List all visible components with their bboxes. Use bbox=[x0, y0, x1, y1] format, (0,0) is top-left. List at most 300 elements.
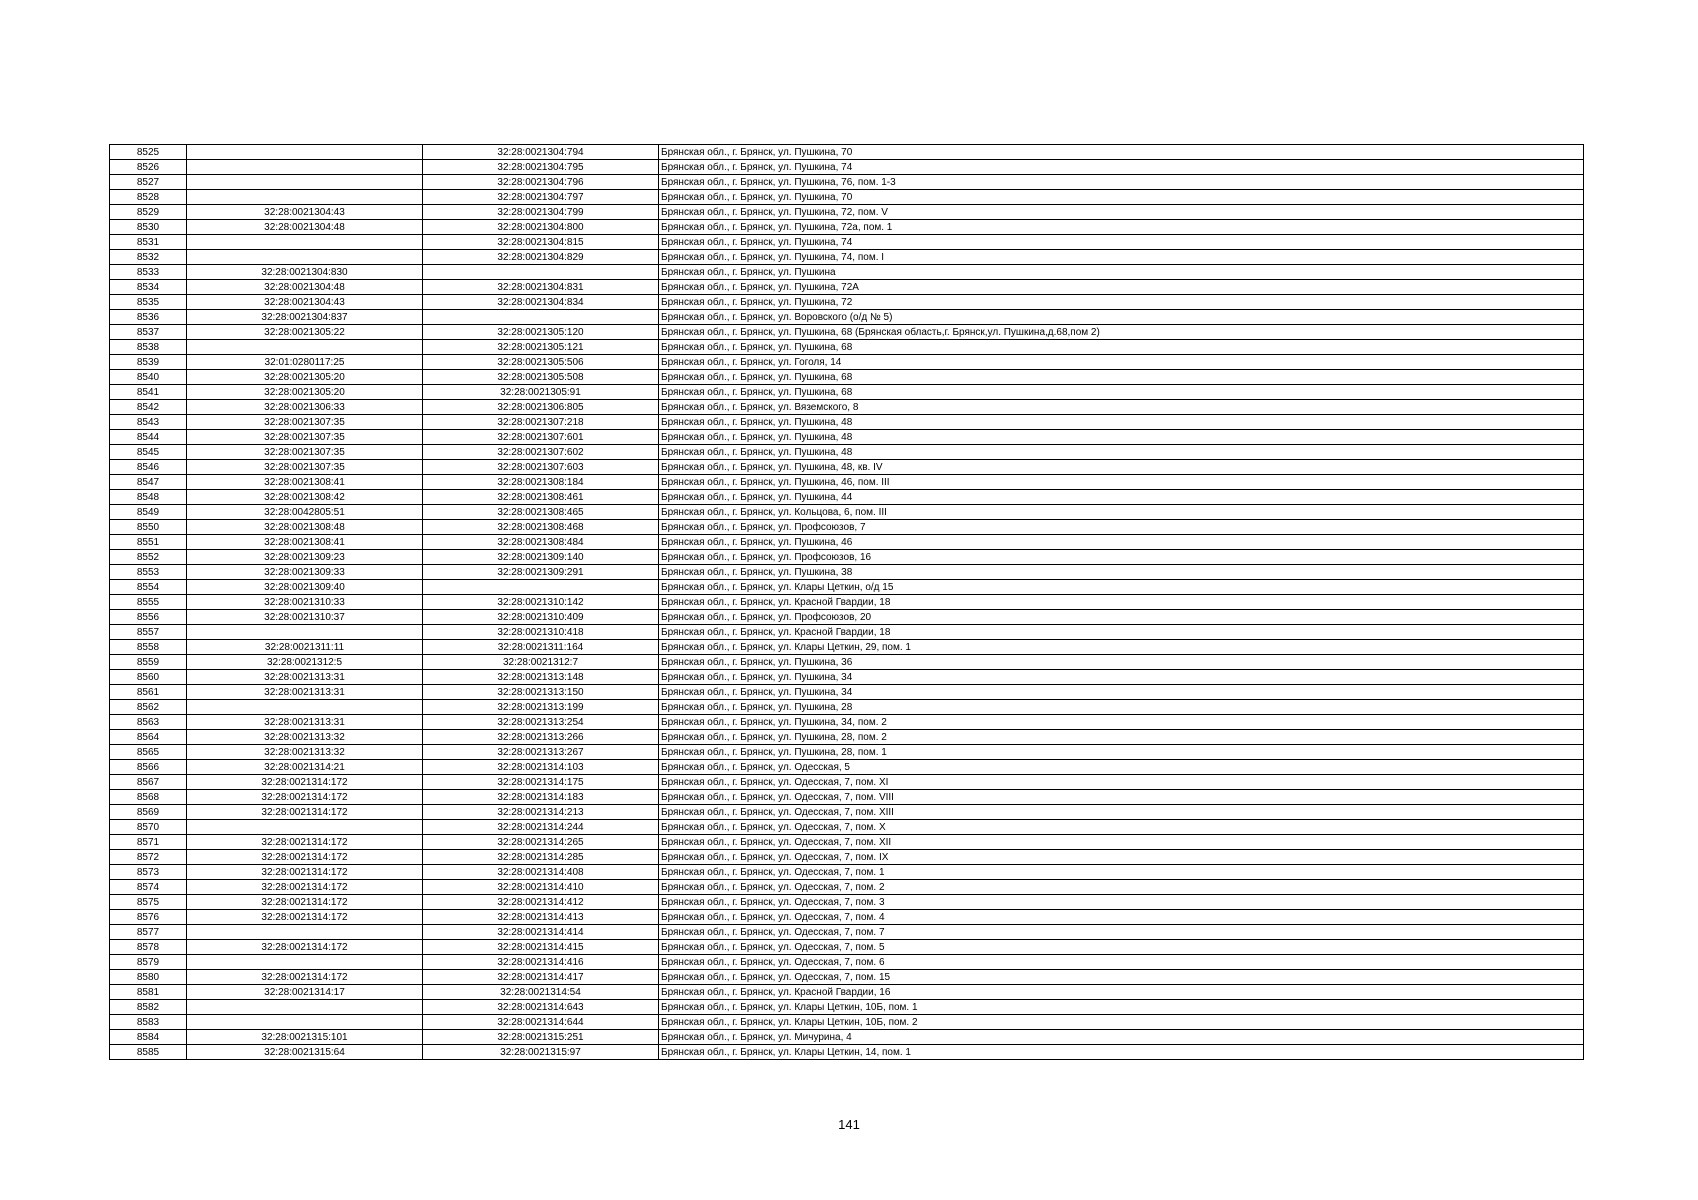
row-number-cell: 8570 bbox=[110, 820, 187, 835]
table-row bbox=[110, 340, 1584, 355]
cadastral-number-cell: 32:28:0021304:794 bbox=[423, 145, 659, 160]
parent-cadastral-number-cell: 32:28:0021307:35 bbox=[187, 445, 423, 460]
table-row bbox=[110, 355, 1584, 370]
cadastral-table bbox=[109, 144, 1584, 1060]
cadastral-number-cell: 32:28:0021314:285 bbox=[423, 850, 659, 865]
cadastral-number-cell: 32:28:0021312:7 bbox=[423, 655, 659, 670]
row-number-cell: 8556 bbox=[110, 610, 187, 625]
row-number-cell: 8542 bbox=[110, 400, 187, 415]
address-cell: Брянская обл., г. Брянск, ул. Пушкина, 44 bbox=[659, 490, 1584, 505]
address-cell: Брянская обл., г. Брянск, ул. Клары Цеткин, 10Б, пом. 2 bbox=[659, 1015, 1584, 1030]
parent-cadastral-number-cell: 32:28:0021308:42 bbox=[187, 490, 423, 505]
row-number-cell: 8576 bbox=[110, 910, 187, 925]
parent-cadastral-number-cell bbox=[187, 175, 423, 190]
row-number-cell: 8559 bbox=[110, 655, 187, 670]
cadastral-number-cell: 32:28:0021314:175 bbox=[423, 775, 659, 790]
row-number-cell: 8534 bbox=[110, 280, 187, 295]
table-row bbox=[110, 700, 1584, 715]
cadastral-number-cell: 32:28:0021304:796 bbox=[423, 175, 659, 190]
address-cell: Брянская обл., г. Брянск, ул. Мичурина, 4 bbox=[659, 1030, 1584, 1045]
parent-cadastral-number-cell: 32:28:0021314:172 bbox=[187, 805, 423, 820]
table-row bbox=[110, 550, 1584, 565]
table-row bbox=[110, 730, 1584, 745]
address-cell: Брянская обл., г. Брянск, ул. Одесская, 7, пом. 6 bbox=[659, 955, 1584, 970]
parent-cadastral-number-cell: 32:28:0021314:172 bbox=[187, 895, 423, 910]
table-row bbox=[110, 1015, 1584, 1030]
cadastral-number-cell: 32:28:0021304:795 bbox=[423, 160, 659, 175]
address-cell: Брянская обл., г. Брянск, ул. Одесская, 7, пом. VIII bbox=[659, 790, 1584, 805]
row-number-cell: 8557 bbox=[110, 625, 187, 640]
table-row bbox=[110, 160, 1584, 175]
address-cell: Брянская обл., г. Брянск, ул. Клары Цеткин, 14, пом. 1 bbox=[659, 1045, 1584, 1060]
cadastral-number-cell: 32:28:0021304:831 bbox=[423, 280, 659, 295]
address-cell: Брянская обл., г. Брянск, ул. Пушкина, 70 bbox=[659, 145, 1584, 160]
cadastral-number-cell: 32:28:0021315:97 bbox=[423, 1045, 659, 1060]
address-cell: Брянская обл., г. Брянск, ул. Пушкина, 74 bbox=[659, 160, 1584, 175]
row-number-cell: 8577 bbox=[110, 925, 187, 940]
parent-cadastral-number-cell: 32:28:0021312:5 bbox=[187, 655, 423, 670]
parent-cadastral-number-cell bbox=[187, 250, 423, 265]
cadastral-number-cell: 32:28:0021308:468 bbox=[423, 520, 659, 535]
table-row bbox=[110, 535, 1584, 550]
address-cell: Брянская обл., г. Брянск, ул. Одесская, 7, пом. 5 bbox=[659, 940, 1584, 955]
parent-cadastral-number-cell: 32:28:0021314:172 bbox=[187, 790, 423, 805]
address-cell: Брянская обл., г. Брянск, ул. Пушкина, 48 bbox=[659, 430, 1584, 445]
row-number-cell: 8540 bbox=[110, 370, 187, 385]
table-row bbox=[110, 775, 1584, 790]
row-number-cell: 8564 bbox=[110, 730, 187, 745]
cadastral-number-cell: 32:28:0021305:120 bbox=[423, 325, 659, 340]
row-number-cell: 8535 bbox=[110, 295, 187, 310]
parent-cadastral-number-cell: 32:28:0021314:172 bbox=[187, 775, 423, 790]
parent-cadastral-number-cell: 32:28:0021310:33 bbox=[187, 595, 423, 610]
parent-cadastral-number-cell: 32:28:0021313:32 bbox=[187, 730, 423, 745]
cadastral-number-cell: 32:28:0021314:410 bbox=[423, 880, 659, 895]
table-row bbox=[110, 205, 1584, 220]
cadastral-number-cell: 32:28:0021305:508 bbox=[423, 370, 659, 385]
table-row bbox=[110, 955, 1584, 970]
address-cell: Брянская обл., г. Брянск, ул. Пушкина, 34, пом. 2 bbox=[659, 715, 1584, 730]
parent-cadastral-number-cell: 32:28:0021309:40 bbox=[187, 580, 423, 595]
address-cell: Брянская обл., г. Брянск, ул. Одесская, 7, пом. XI bbox=[659, 775, 1584, 790]
cadastral-number-cell: 32:28:0021313:267 bbox=[423, 745, 659, 760]
address-cell: Брянская обл., г. Брянск, ул. Пушкина, 74 bbox=[659, 235, 1584, 250]
row-number-cell: 8555 bbox=[110, 595, 187, 610]
table-row bbox=[110, 850, 1584, 865]
table-row bbox=[110, 385, 1584, 400]
cadastral-number-cell: 32:28:0021304:815 bbox=[423, 235, 659, 250]
address-cell: Брянская обл., г. Брянск, ул. Пушкина, 72 bbox=[659, 295, 1584, 310]
cadastral-number-cell bbox=[423, 580, 659, 595]
parent-cadastral-number-cell: 32:28:0021314:172 bbox=[187, 880, 423, 895]
parent-cadastral-number-cell: 32:28:0021314:21 bbox=[187, 760, 423, 775]
row-number-cell: 8539 bbox=[110, 355, 187, 370]
parent-cadastral-number-cell: 32:28:0021305:20 bbox=[187, 370, 423, 385]
row-number-cell: 8552 bbox=[110, 550, 187, 565]
row-number-cell: 8550 bbox=[110, 520, 187, 535]
cadastral-number-cell: 32:28:0021306:805 bbox=[423, 400, 659, 415]
address-cell: Брянская обл., г. Брянск, ул. Воровского (о/д № 5) bbox=[659, 310, 1584, 325]
table-row bbox=[110, 895, 1584, 910]
parent-cadastral-number-cell bbox=[187, 925, 423, 940]
address-cell: Брянская обл., г. Брянск, ул. Пушкина, 72А bbox=[659, 280, 1584, 295]
address-cell: Брянская обл., г. Брянск, ул. Красной Гвардии, 18 bbox=[659, 595, 1584, 610]
address-cell: Брянская обл., г. Брянск, ул. Одесская, 7, пом. IX bbox=[659, 850, 1584, 865]
cadastral-number-cell: 32:28:0021310:418 bbox=[423, 625, 659, 640]
table-row bbox=[110, 445, 1584, 460]
cadastral-number-cell: 32:28:0021314:414 bbox=[423, 925, 659, 940]
row-number-cell: 8548 bbox=[110, 490, 187, 505]
row-number-cell: 8566 bbox=[110, 760, 187, 775]
table-row bbox=[110, 1045, 1584, 1060]
table-row bbox=[110, 835, 1584, 850]
address-cell: Брянская обл., г. Брянск, ул. Пушкина, 70 bbox=[659, 190, 1584, 205]
cadastral-number-cell: 32:28:0021313:148 bbox=[423, 670, 659, 685]
table-row bbox=[110, 985, 1584, 1000]
parent-cadastral-number-cell: 32:28:0042805:51 bbox=[187, 505, 423, 520]
parent-cadastral-number-cell bbox=[187, 955, 423, 970]
row-number-cell: 8527 bbox=[110, 175, 187, 190]
table-row bbox=[110, 685, 1584, 700]
row-number-cell: 8563 bbox=[110, 715, 187, 730]
parent-cadastral-number-cell: 32:28:0021304:48 bbox=[187, 280, 423, 295]
parent-cadastral-number-cell: 32:28:0021313:32 bbox=[187, 745, 423, 760]
address-cell: Брянская обл., г. Брянск, ул. Красной Гвардии, 16 bbox=[659, 985, 1584, 1000]
table-row bbox=[110, 670, 1584, 685]
address-cell: Брянская обл., г. Брянск, ул. Профсоюзов, 7 bbox=[659, 520, 1584, 535]
cadastral-number-cell: 32:28:0021308:461 bbox=[423, 490, 659, 505]
row-number-cell: 8545 bbox=[110, 445, 187, 460]
row-number-cell: 8574 bbox=[110, 880, 187, 895]
row-number-cell: 8573 bbox=[110, 865, 187, 880]
parent-cadastral-number-cell bbox=[187, 190, 423, 205]
address-cell: Брянская обл., г. Брянск, ул. Пушкина, 48, кв. IV bbox=[659, 460, 1584, 475]
address-cell: Брянская обл., г. Брянск, ул. Клары Цеткин, 10Б, пом. 1 bbox=[659, 1000, 1584, 1015]
address-cell: Брянская обл., г. Брянск, ул. Пушкина, 46 bbox=[659, 535, 1584, 550]
cadastral-number-cell: 32:28:0021314:103 bbox=[423, 760, 659, 775]
row-number-cell: 8551 bbox=[110, 535, 187, 550]
table-row bbox=[110, 400, 1584, 415]
address-cell: Брянская обл., г. Брянск, ул. Клары Цеткин, 29, пом. 1 bbox=[659, 640, 1584, 655]
table-row bbox=[110, 625, 1584, 640]
address-cell: Брянская обл., г. Брянск, ул. Одесская, 7, пом. 4 bbox=[659, 910, 1584, 925]
parent-cadastral-number-cell: 32:28:0021314:172 bbox=[187, 910, 423, 925]
row-number-cell: 8567 bbox=[110, 775, 187, 790]
parent-cadastral-number-cell: 32:28:0021308:41 bbox=[187, 535, 423, 550]
table-row bbox=[110, 1000, 1584, 1015]
cadastral-number-cell: 32:28:0021308:184 bbox=[423, 475, 659, 490]
row-number-cell: 8583 bbox=[110, 1015, 187, 1030]
parent-cadastral-number-cell: 32:01:0280117:25 bbox=[187, 355, 423, 370]
table-row bbox=[110, 190, 1584, 205]
cadastral-number-cell: 32:28:0021309:140 bbox=[423, 550, 659, 565]
parent-cadastral-number-cell: 32:28:0021304:837 bbox=[187, 310, 423, 325]
table-row bbox=[110, 220, 1584, 235]
table-row bbox=[110, 460, 1584, 475]
parent-cadastral-number-cell bbox=[187, 160, 423, 175]
cadastral-number-cell: 32:28:0021314:244 bbox=[423, 820, 659, 835]
address-cell: Брянская обл., г. Брянск, ул. Одесская, 5 bbox=[659, 760, 1584, 775]
parent-cadastral-number-cell bbox=[187, 1000, 423, 1015]
cadastral-number-cell: 32:28:0021304:800 bbox=[423, 220, 659, 235]
table-row bbox=[110, 790, 1584, 805]
parent-cadastral-number-cell bbox=[187, 1015, 423, 1030]
cadastral-number-cell: 32:28:0021305:91 bbox=[423, 385, 659, 400]
cadastral-number-cell: 32:28:0021313:266 bbox=[423, 730, 659, 745]
parent-cadastral-number-cell bbox=[187, 625, 423, 640]
address-cell: Брянская обл., г. Брянск, ул. Пушкина, 68 bbox=[659, 340, 1584, 355]
parent-cadastral-number-cell: 32:28:0021314:172 bbox=[187, 970, 423, 985]
cadastral-number-cell: 32:28:0021311:164 bbox=[423, 640, 659, 655]
table-row bbox=[110, 265, 1584, 280]
row-number-cell: 8565 bbox=[110, 745, 187, 760]
address-cell: Брянская обл., г. Брянск, ул. Одесская, 7, пом. 15 bbox=[659, 970, 1584, 985]
table-row bbox=[110, 580, 1584, 595]
row-number-cell: 8554 bbox=[110, 580, 187, 595]
row-number-cell: 8536 bbox=[110, 310, 187, 325]
row-number-cell: 8584 bbox=[110, 1030, 187, 1045]
table-row bbox=[110, 325, 1584, 340]
cadastral-number-cell: 32:28:0021314:417 bbox=[423, 970, 659, 985]
row-number-cell: 8530 bbox=[110, 220, 187, 235]
parent-cadastral-number-cell: 32:28:0021309:23 bbox=[187, 550, 423, 565]
cadastral-number-cell: 32:28:0021308:465 bbox=[423, 505, 659, 520]
address-cell: Брянская обл., г. Брянск, ул. Пушкина, 76, пом. 1-3 bbox=[659, 175, 1584, 190]
row-number-cell: 8528 bbox=[110, 190, 187, 205]
address-cell: Брянская обл., г. Брянск, ул. Профсоюзов, 20 bbox=[659, 610, 1584, 625]
parent-cadastral-number-cell: 32:28:0021313:31 bbox=[187, 670, 423, 685]
parent-cadastral-number-cell: 32:28:0021313:31 bbox=[187, 685, 423, 700]
table-row bbox=[110, 760, 1584, 775]
page-number: 141 bbox=[838, 1117, 860, 1132]
table-row bbox=[110, 745, 1584, 760]
cadastral-number-cell: 32:28:0021314:54 bbox=[423, 985, 659, 1000]
row-number-cell: 8549 bbox=[110, 505, 187, 520]
cadastral-number-cell: 32:28:0021310:409 bbox=[423, 610, 659, 625]
cadastral-number-cell: 32:28:0021314:416 bbox=[423, 955, 659, 970]
row-number-cell: 8544 bbox=[110, 430, 187, 445]
cadastral-number-cell: 32:28:0021304:834 bbox=[423, 295, 659, 310]
table-row bbox=[110, 280, 1584, 295]
table-row bbox=[110, 235, 1584, 250]
cadastral-number-cell: 32:28:0021314:265 bbox=[423, 835, 659, 850]
table-row bbox=[110, 490, 1584, 505]
address-cell: Брянская обл., г. Брянск, ул. Одесская, 7, пом. 3 bbox=[659, 895, 1584, 910]
parent-cadastral-number-cell: 32:28:0021305:22 bbox=[187, 325, 423, 340]
cadastral-number-cell: 32:28:0021310:142 bbox=[423, 595, 659, 610]
table-row bbox=[110, 415, 1584, 430]
parent-cadastral-number-cell: 32:28:0021314:172 bbox=[187, 850, 423, 865]
cadastral-number-cell: 32:28:0021305:506 bbox=[423, 355, 659, 370]
parent-cadastral-number-cell: 32:28:0021308:48 bbox=[187, 520, 423, 535]
table-body bbox=[110, 145, 1584, 1060]
row-number-cell: 8541 bbox=[110, 385, 187, 400]
row-number-cell: 8561 bbox=[110, 685, 187, 700]
parent-cadastral-number-cell: 32:28:0021315:101 bbox=[187, 1030, 423, 1045]
row-number-cell: 8543 bbox=[110, 415, 187, 430]
row-number-cell: 8533 bbox=[110, 265, 187, 280]
address-cell: Брянская обл., г. Брянск, ул. Пушкина, 72а, пом. 1 bbox=[659, 220, 1584, 235]
address-cell: Брянская обл., г. Брянск, ул. Пушкина, 48 bbox=[659, 445, 1584, 460]
row-number-cell: 8547 bbox=[110, 475, 187, 490]
cadastral-number-cell bbox=[423, 265, 659, 280]
table-row bbox=[110, 250, 1584, 265]
table-row bbox=[110, 565, 1584, 580]
address-cell: Брянская обл., г. Брянск, ул. Гоголя, 14 bbox=[659, 355, 1584, 370]
table-row bbox=[110, 295, 1584, 310]
row-number-cell: 8568 bbox=[110, 790, 187, 805]
cadastral-number-cell: 32:28:0021307:602 bbox=[423, 445, 659, 460]
row-number-cell: 8585 bbox=[110, 1045, 187, 1060]
address-cell: Брянская обл., г. Брянск, ул. Пушкина, 34 bbox=[659, 685, 1584, 700]
table-row bbox=[110, 925, 1584, 940]
address-cell: Брянская обл., г. Брянск, ул. Пушкина, 72, пом. V bbox=[659, 205, 1584, 220]
table-row bbox=[110, 1030, 1584, 1045]
parent-cadastral-number-cell: 32:28:0021310:37 bbox=[187, 610, 423, 625]
parent-cadastral-number-cell bbox=[187, 340, 423, 355]
table-row bbox=[110, 805, 1584, 820]
parent-cadastral-number-cell bbox=[187, 700, 423, 715]
row-number-cell: 8538 bbox=[110, 340, 187, 355]
cadastral-number-cell: 32:28:0021314:415 bbox=[423, 940, 659, 955]
cadastral-number-cell: 32:28:0021314:412 bbox=[423, 895, 659, 910]
parent-cadastral-number-cell: 32:28:0021304:43 bbox=[187, 205, 423, 220]
cadastral-number-cell: 32:28:0021315:251 bbox=[423, 1030, 659, 1045]
cadastral-number-cell: 32:28:0021307:218 bbox=[423, 415, 659, 430]
table-row bbox=[110, 595, 1584, 610]
cadastral-number-cell: 32:28:0021304:829 bbox=[423, 250, 659, 265]
parent-cadastral-number-cell: 32:28:0021309:33 bbox=[187, 565, 423, 580]
table-row bbox=[110, 430, 1584, 445]
address-cell: Брянская обл., г. Брянск, ул. Одесская, 7, пом. 2 bbox=[659, 880, 1584, 895]
cadastral-number-cell: 32:28:0021314:183 bbox=[423, 790, 659, 805]
cadastral-number-cell: 32:28:0021304:797 bbox=[423, 190, 659, 205]
parent-cadastral-number-cell bbox=[187, 820, 423, 835]
parent-cadastral-number-cell: 32:28:0021304:48 bbox=[187, 220, 423, 235]
table-row bbox=[110, 370, 1584, 385]
address-cell: Брянская обл., г. Брянск, ул. Пушкина, 28, пом. 1 bbox=[659, 745, 1584, 760]
cadastral-number-cell: 32:28:0021307:603 bbox=[423, 460, 659, 475]
cadastral-number-cell: 32:28:0021304:799 bbox=[423, 205, 659, 220]
row-number-cell: 8581 bbox=[110, 985, 187, 1000]
row-number-cell: 8546 bbox=[110, 460, 187, 475]
address-cell: Брянская обл., г. Брянск, ул. Пушкина, 68 bbox=[659, 370, 1584, 385]
address-cell: Брянская обл., г. Брянск, ул. Одесская, 7, пом. 7 bbox=[659, 925, 1584, 940]
row-number-cell: 8582 bbox=[110, 1000, 187, 1015]
address-cell: Брянская обл., г. Брянск, ул. Пушкина, 48 bbox=[659, 415, 1584, 430]
row-number-cell: 8579 bbox=[110, 955, 187, 970]
cadastral-number-cell: 32:28:0021314:643 bbox=[423, 1000, 659, 1015]
table-row bbox=[110, 310, 1584, 325]
row-number-cell: 8562 bbox=[110, 700, 187, 715]
parent-cadastral-number-cell: 32:28:0021314:172 bbox=[187, 940, 423, 955]
parent-cadastral-number-cell bbox=[187, 145, 423, 160]
address-cell: Брянская обл., г. Брянск, ул. Вяземского, 8 bbox=[659, 400, 1584, 415]
address-cell: Брянская обл., г. Брянск, ул. Одесская, 7, пом. X bbox=[659, 820, 1584, 835]
parent-cadastral-number-cell: 32:28:0021307:35 bbox=[187, 415, 423, 430]
row-number-cell: 8532 bbox=[110, 250, 187, 265]
cadastral-number-cell: 32:28:0021313:150 bbox=[423, 685, 659, 700]
address-cell: Брянская обл., г. Брянск, ул. Профсоюзов, 16 bbox=[659, 550, 1584, 565]
address-cell: Брянская обл., г. Брянск, ул. Пушкина, 74, пом. I bbox=[659, 250, 1584, 265]
table-row bbox=[110, 610, 1584, 625]
address-cell: Брянская обл., г. Брянск, ул. Пушкина, 68 bbox=[659, 385, 1584, 400]
parent-cadastral-number-cell: 32:28:0021314:17 bbox=[187, 985, 423, 1000]
row-number-cell: 8526 bbox=[110, 160, 187, 175]
cadastral-number-cell: 32:28:0021314:644 bbox=[423, 1015, 659, 1030]
cadastral-number-cell bbox=[423, 310, 659, 325]
address-cell: Брянская обл., г. Брянск, ул. Пушкина bbox=[659, 265, 1584, 280]
parent-cadastral-number-cell bbox=[187, 235, 423, 250]
parent-cadastral-number-cell: 32:28:0021314:172 bbox=[187, 835, 423, 850]
parent-cadastral-number-cell: 32:28:0021315:64 bbox=[187, 1045, 423, 1060]
table-row bbox=[110, 640, 1584, 655]
row-number-cell: 8569 bbox=[110, 805, 187, 820]
address-cell: Брянская обл., г. Брянск, ул. Красной Гвардии, 18 bbox=[659, 625, 1584, 640]
cadastral-number-cell: 32:28:0021314:413 bbox=[423, 910, 659, 925]
row-number-cell: 8572 bbox=[110, 850, 187, 865]
cadastral-number-cell: 32:28:0021307:601 bbox=[423, 430, 659, 445]
parent-cadastral-number-cell: 32:28:0021314:172 bbox=[187, 865, 423, 880]
row-number-cell: 8580 bbox=[110, 970, 187, 985]
parent-cadastral-number-cell: 32:28:0021304:830 bbox=[187, 265, 423, 280]
table-row bbox=[110, 475, 1584, 490]
address-cell: Брянская обл., г. Брянск, ул. Кольцова, 6, пом. III bbox=[659, 505, 1584, 520]
table-row bbox=[110, 505, 1584, 520]
parent-cadastral-number-cell: 32:28:0021313:31 bbox=[187, 715, 423, 730]
address-cell: Брянская обл., г. Брянск, ул. Одесская, 7, пом. XIII bbox=[659, 805, 1584, 820]
parent-cadastral-number-cell: 32:28:0021307:35 bbox=[187, 430, 423, 445]
row-number-cell: 8531 bbox=[110, 235, 187, 250]
address-cell: Брянская обл., г. Брянск, ул. Пушкина, 28, пом. 2 bbox=[659, 730, 1584, 745]
row-number-cell: 8558 bbox=[110, 640, 187, 655]
table-row bbox=[110, 655, 1584, 670]
parent-cadastral-number-cell: 32:28:0021311:11 bbox=[187, 640, 423, 655]
table-row bbox=[110, 865, 1584, 880]
table-row bbox=[110, 175, 1584, 190]
cadastral-number-cell: 32:28:0021314:213 bbox=[423, 805, 659, 820]
cadastral-number-cell: 32:28:0021309:291 bbox=[423, 565, 659, 580]
row-number-cell: 8553 bbox=[110, 565, 187, 580]
cadastral-number-cell: 32:28:0021313:254 bbox=[423, 715, 659, 730]
cadastral-number-cell: 32:28:0021313:199 bbox=[423, 700, 659, 715]
address-cell: Брянская обл., г. Брянск, ул. Клары Цеткин, о/д 15 bbox=[659, 580, 1584, 595]
table-row bbox=[110, 715, 1584, 730]
table-row bbox=[110, 880, 1584, 895]
parent-cadastral-number-cell: 32:28:0021307:35 bbox=[187, 460, 423, 475]
table-row bbox=[110, 940, 1584, 955]
address-cell: Брянская обл., г. Брянск, ул. Пушкина, 46, пом. III bbox=[659, 475, 1584, 490]
table-row bbox=[110, 970, 1584, 985]
row-number-cell: 8560 bbox=[110, 670, 187, 685]
table-row bbox=[110, 145, 1584, 160]
cadastral-number-cell: 32:28:0021314:408 bbox=[423, 865, 659, 880]
address-cell: Брянская обл., г. Брянск, ул. Пушкина, 36 bbox=[659, 655, 1584, 670]
row-number-cell: 8578 bbox=[110, 940, 187, 955]
address-cell: Брянская обл., г. Брянск, ул. Пушкина, 34 bbox=[659, 670, 1584, 685]
table-row bbox=[110, 520, 1584, 535]
address-cell: Брянская обл., г. Брянск, ул. Одесская, 7, пом. XII bbox=[659, 835, 1584, 850]
row-number-cell: 8529 bbox=[110, 205, 187, 220]
table-row bbox=[110, 820, 1584, 835]
row-number-cell: 8537 bbox=[110, 325, 187, 340]
address-cell: Брянская обл., г. Брянск, ул. Пушкина, 68 (Брянская область,г. Брянск,ул. Пушкина,д.68,пом 2) bbox=[659, 325, 1584, 340]
parent-cadastral-number-cell: 32:28:0021305:20 bbox=[187, 385, 423, 400]
table-row bbox=[110, 910, 1584, 925]
cadastral-number-cell: 32:28:0021305:121 bbox=[423, 340, 659, 355]
parent-cadastral-number-cell: 32:28:0021306:33 bbox=[187, 400, 423, 415]
parent-cadastral-number-cell: 32:28:0021308:41 bbox=[187, 475, 423, 490]
